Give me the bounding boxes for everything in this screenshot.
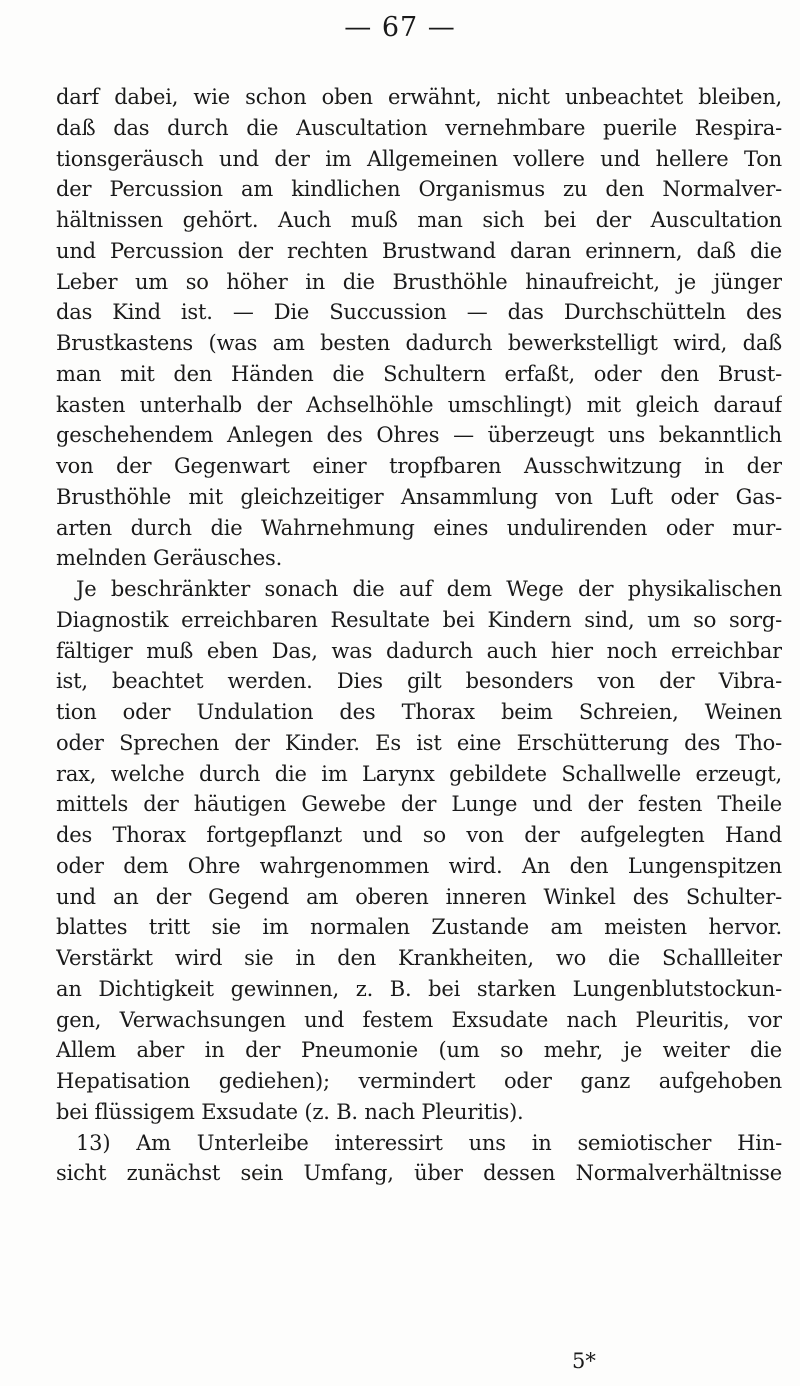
text-line: daß das durch die Auscultation vernehmbare puerile Respira-	[56, 115, 782, 140]
text-line: oder dem Ohre wahrgenommen wird. An den Lungenspitzen	[56, 853, 782, 878]
text-line: bei flüssigem Exsudate (z. B. nach Pleuritis).	[56, 1099, 524, 1124]
text-line: an Dichtigkeit gewinnen, z. B. bei starken Lungenblutstockun-	[56, 976, 782, 1001]
body-text	[56, 82, 782, 1189]
text-line: ist, beachtet werden. Dies gilt besonders von der Vibra-	[56, 669, 782, 694]
text-line: von der Gegenwart einer tropfbaren Ausschwitzung in der	[56, 454, 782, 478]
text-line: man mit den Händen die Schultern erfaßt, oder den Brust-	[56, 361, 782, 386]
text-line: Diagnostik erreichbaren Resultate bei Kindern sind, um so sorg-	[56, 607, 782, 632]
text-line: Verstärkt wird sie in den Krankheiten, wo die Schallleiter	[56, 946, 782, 970]
printer-signature-mark: 5*	[572, 1349, 596, 1373]
text-line: Brusthöhle mit gleichzeitiger Ansammlung von Luft oder Gas-	[56, 484, 782, 509]
text-line: oder Sprechen der Kinder. Es ist eine Erschütterung des Tho-	[56, 730, 782, 755]
text-line: tion oder Undulation des Thorax beim Schreien, Weinen	[56, 700, 782, 724]
text-line: Hepatisation gediehen); vermindert oder ganz aufgehoben	[56, 1069, 782, 1093]
text-line: hältnissen gehört. Auch muß man sich bei der Auscultation	[56, 208, 782, 232]
paragraph-start-line: Je beschränkter sonach die auf dem Wege der physikalischen	[76, 577, 782, 601]
paragraph-start-line: 13) Am Unterleibe interessirt uns in semiotischer Hin-	[76, 1130, 782, 1155]
text-line: Allem aber in der Pneumonie (um so mehr, je weiter die	[56, 1038, 782, 1063]
text-line: kasten unterhalb der Achselhöhle umschlingt) mit gleich darauf	[56, 392, 782, 417]
text-line: das Kind ist. — Die Succussion — das Durchschütteln des	[56, 300, 782, 325]
text-line: blattes tritt sie im normalen Zustande am meisten hervor.	[56, 915, 782, 940]
text-line: gen, Verwachsungen und festem Exsudate nach Pleuritis, vor	[56, 1007, 782, 1032]
text-line: und an der Gegend am oberen inneren Winkel des Schulter-	[56, 884, 782, 909]
text-line: Leber um so höher in die Brusthöhle hinaufreicht, je jünger	[56, 269, 782, 294]
text-line: tionsgeräusch und der im Allgemeinen vollere und hellere Ton	[56, 146, 782, 171]
text-line: und Percussion der rechten Brustwand daran erinnern, daß die	[56, 238, 782, 263]
text-line: des Thorax fortgepflanzt und so von der aufgelegten Hand	[56, 823, 782, 847]
text-line: rax, welche durch die im Larynx gebildete Schallwelle erzeugt,	[56, 761, 782, 786]
text-line: melnden Geräusches.	[56, 546, 283, 571]
text-line: mittels der häutigen Gewebe der Lunge und der festen Theile	[56, 792, 782, 817]
text-line: sicht zunächst sein Umfang, über dessen Normalverhältnisse	[56, 1161, 782, 1186]
text-line: der Percussion am kindlichen Organismus zu den Normalver-	[56, 177, 782, 202]
text-line: fältiger muß eben Das, was dadurch auch hier noch erreichbar	[56, 638, 782, 663]
text-line: geschehendem Anlegen des Ohres — überzeugt uns bekanntlich	[56, 423, 782, 448]
text-line: darf dabei, wie schon oben erwähnt, nicht unbeachtet bleiben,	[56, 85, 782, 109]
text-line: arten durch die Wahrnehmung eines undulirenden oder mur-	[56, 515, 782, 540]
text-line: Brustkastens (was am besten dadurch bewerkstelligt wird, daß	[56, 331, 782, 355]
page-number: — 67 —	[344, 12, 456, 43]
